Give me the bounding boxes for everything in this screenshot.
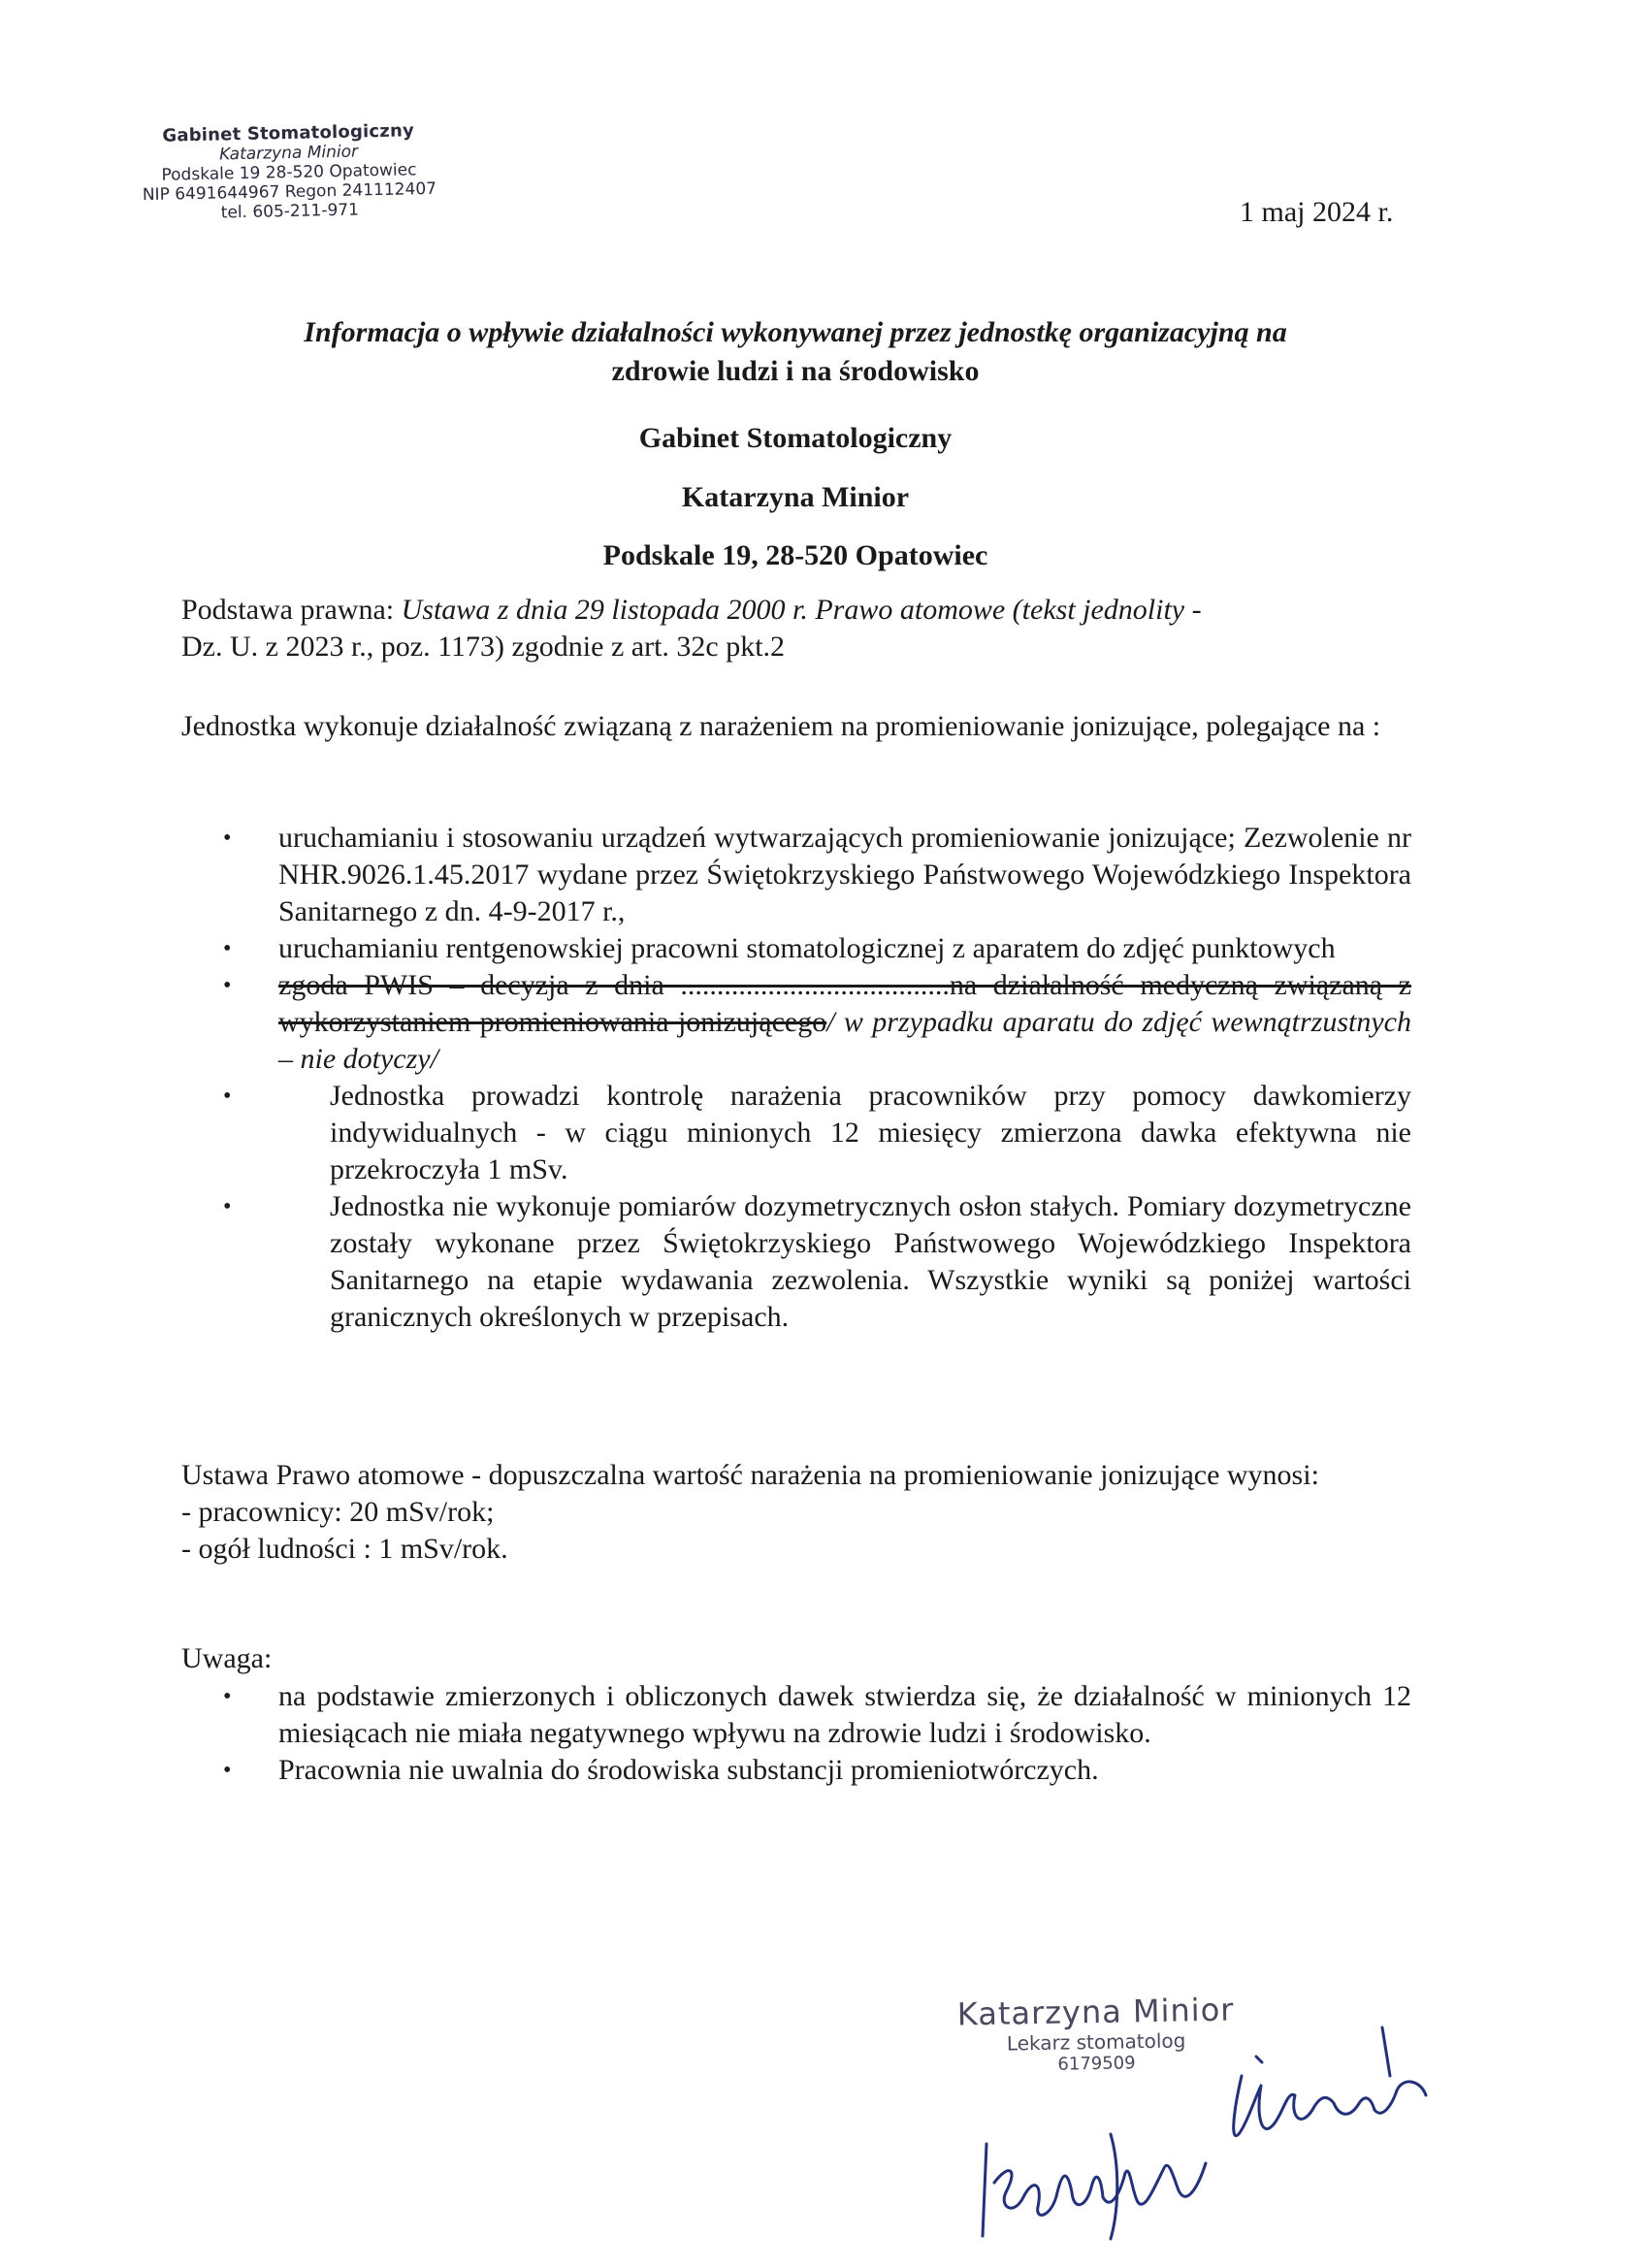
signature-stroke [1256,2057,1262,2062]
list-item [223,967,1411,1078]
clinic-address: Podskale 19, 28-520 Opatowiec [602,539,988,571]
legal-basis [181,592,1433,665]
activity-list [223,820,1411,1336]
document-title [165,313,1426,391]
note-no-impact: na podstawie zmierzonych i obliczonych dawek stwierdza się, że działalność w minionych 12 miesiącach nie miała negatywnego wpływu na zdrowie ludzi i środowisko. [278,1680,1411,1749]
activity-pwis-struck: zgoda PWIS – decyzja z dnia .....................................na działalność medyczną związaną z wykorzystaniem promieniowania jonizującego [278,969,1411,1038]
activity-xray-lab: uruchamianiu rentgenowskiej pracowni stomatologicznej z aparatem do zdjęć punktowych [278,932,1336,964]
intro-paragraph: Jednostka wykonuje działalność związaną z narażeniem na promieniowanie jonizujące, polegające na : [181,710,1381,742]
signature-stroke [983,2144,986,2236]
title-line-2: zdrowie ludzi i na środowisko [611,355,980,387]
limit-workers: - pracownicy: 20 mSv/rok; [181,1496,495,1528]
activity-permit: uruchamianiu i stosowaniu urządzeń wytwarzających promieniowanie jonizujące; Zezwolenie nr NHR.9026.1.45.2017 wydane przez Świętokrzyskiego Państwowego Wojewódzkiego Inspektora Sanitarnego z dn. 4-9-2017 r., [278,822,1411,927]
legal-basis-reference: Dz. U. z 2023 r., poz. 1173) zgodnie z art. 32c pkt.2 [181,631,786,663]
legal-basis-act: Ustawa z dnia 29 listopada 2000 r. Prawo atomowe (tekst jednolity - [401,594,1202,626]
signature-stroke [1234,2076,1426,2136]
list-item [223,1188,1411,1336]
dose-limits [181,1457,1408,1568]
stamp-address: Podskale 19 28-520 Opatowiec [161,160,417,185]
list-item [223,1678,1411,1752]
limit-public: - ogół ludności : 1 mSv/rok. [181,1533,508,1565]
activity-pwis-note: / w przypadku aparatu do zdjęć wewnątrzustnych – nie dotyczy/ [278,1006,1411,1075]
signature-stroke [994,2163,1206,2215]
stamp-nip-regon: NIP 6491644967 Regon 241112407 [142,178,437,206]
header-stamp [104,120,474,225]
legal-basis-prefix: Podstawa prawna: [181,594,402,626]
clinic-name: Gabinet Stomatologiczny [638,422,953,454]
title-line-1: Informacja o wpływie działalności wykonywanej przez jednostkę organizacyjną na [304,316,1287,348]
limits-intro: Ustawa Prawo atomowe - dopuszczalna wartość narażenia na promieniowanie jonizujące wynosi: [181,1459,1319,1491]
list-item [223,930,1411,967]
signature-stamp-profession: Lekarz stomatolog [1006,2028,1186,2056]
note-no-release: Pracownia nie uwalnia do środowiska substancji promieniotwórczych. [278,1754,1099,1786]
handwritten-signature [965,1998,1431,2241]
notes-label: Uwaga: [181,1642,273,1674]
stamp-phone: tel. 605-211-971 [220,200,360,223]
list-item [223,820,1411,930]
signature-stamp-number: 6179509 [1057,2053,1136,2075]
clinic-owner: Katarzyna Minior [681,481,910,513]
activity-shield-measurements: Jednostka nie wykonuje pomiarów dozymetrycznych osłon stałych. Pomiary dozymetryczne zostały wykonane przez Świętokrzyskiego Państwowego Wojewódzkiego Inspektora Sanitarnego na etapie wydawania zezwolenia. Wszystkie wyniki są poniżej wartości granicznych określonych w przepisach. [330,1190,1411,1333]
document-date: 1 maj 2024 r. [1240,196,1394,228]
signature-stroke [1382,2027,1390,2076]
notes-list [223,1678,1411,1789]
signature-stroke [1111,2134,1117,2239]
stamp-clinic-name: Gabinet Stomatologiczny [162,120,415,146]
list-item [223,1752,1411,1789]
stamp-owner: Katarzyna Minior [218,142,359,165]
signature-stamp-name: Katarzyna Minior [956,1991,1235,2033]
activity-dosimetry-control: Jednostka prowadzi kontrolę narażenia pracowników przy pomocy dawkomierzy indywidualnych - w ciągu minionych 12 miesięcy zmierzona dawka efektywna nie przekroczyła 1 mSv. [330,1080,1411,1185]
list-item [223,1078,1411,1188]
